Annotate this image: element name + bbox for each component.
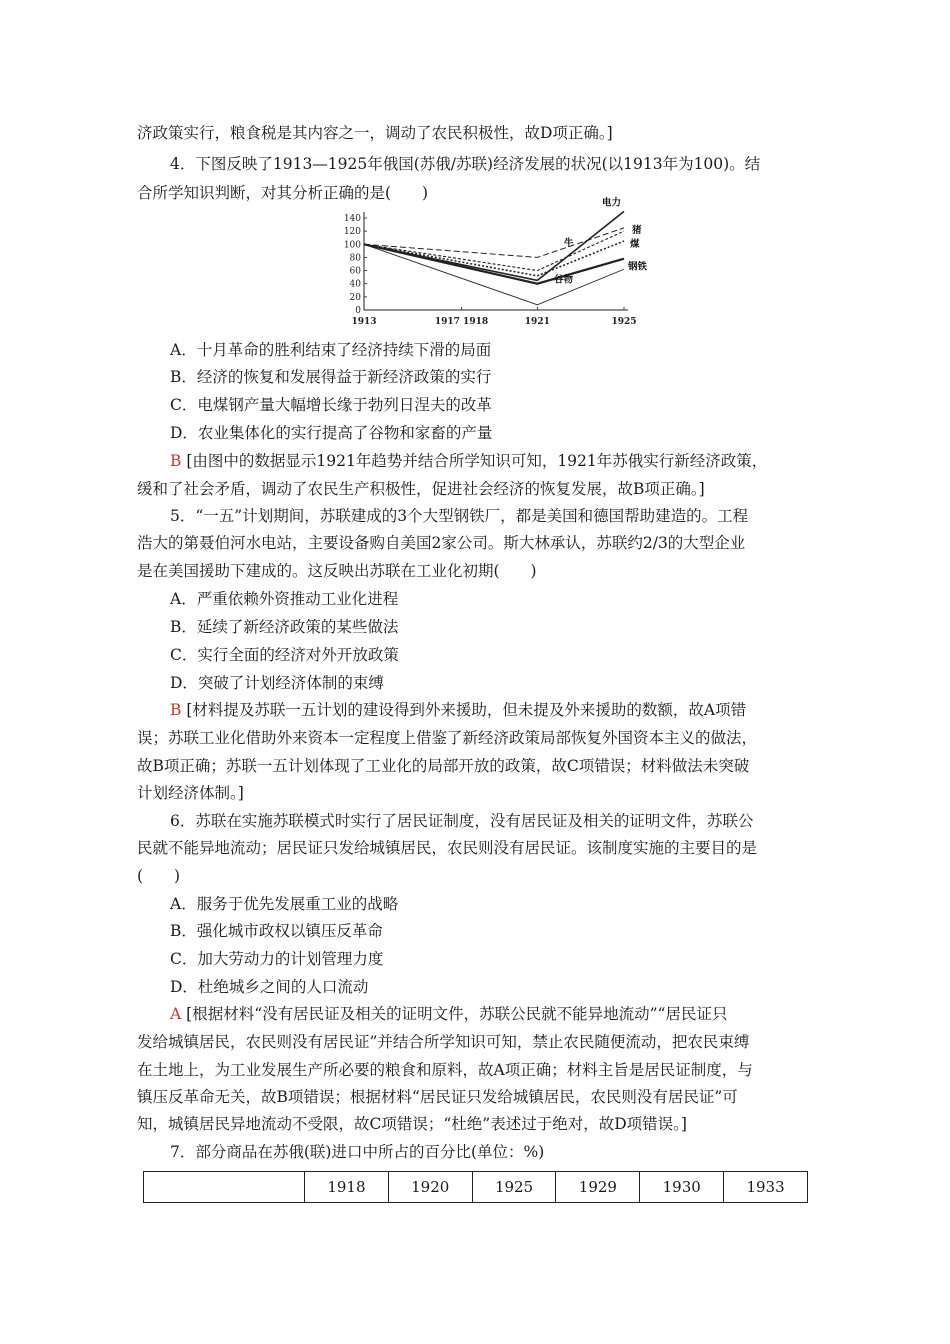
option-a: A．服务于优先发展重工业的战略 xyxy=(170,895,399,913)
table-row xyxy=(144,1172,808,1203)
option-b: B．强化城市政权以镇压反革命 xyxy=(170,922,383,940)
option-d: D．突破了计划经济体制的束缚 xyxy=(170,674,384,692)
y-tick-label: 60 xyxy=(349,266,361,277)
question-5-stem: 是在美国援助下建成的。这反映出苏联在工业化初期( ) xyxy=(137,562,537,580)
x-tick-label: 1913 xyxy=(351,317,377,327)
y-tick-label: 140 xyxy=(343,214,361,224)
answer-explanation: A [根据材料“没有居民证及相关的证明文件，苏联公民就不能异地流动”“居民证只 xyxy=(170,1005,728,1023)
y-tick-label: 40 xyxy=(349,279,361,290)
table-cell: 1929 xyxy=(556,1172,640,1203)
y-tick-label: 0 xyxy=(355,306,361,316)
y-tick-label: 20 xyxy=(349,292,361,303)
table-cell: 1925 xyxy=(472,1172,556,1203)
question-4-stem: 4．下图反映了1913—1925年俄国(苏俄/苏联)经济发展的状况(以1913年为100)。结 xyxy=(170,155,761,173)
answer-letter: B xyxy=(170,701,182,719)
table-cell: 1930 xyxy=(640,1172,724,1203)
answer-explanation: B [材料提及苏联一五计划的建设得到外来援助，但未提及外来援助的数额，故A项错 xyxy=(170,701,747,719)
table-cell xyxy=(144,1172,305,1203)
answer-letter: A xyxy=(170,1005,182,1023)
answer-explanation: 缓和了社会矛盾，调动了农民生产积极性，促进社会经济的恢复发展，故B项正确。] xyxy=(137,480,705,498)
y-tick-label: 100 xyxy=(343,240,361,251)
option-d: D．农业集体化的实行提高了谷物和家畜的产量 xyxy=(170,424,493,442)
answer-explanation: 计划经济体制。] xyxy=(137,784,244,802)
series-line xyxy=(364,231,624,270)
series-label: 钢铁 xyxy=(628,261,648,273)
series-label: 猪 xyxy=(632,225,642,237)
answer-explanation: 知，城镇居民异地流动不受限，故C项错误；“杜绝”表述过于绝对，故D项错误。] xyxy=(137,1115,687,1133)
answer-explanation: B [由图中的数据显示1921年趋势并结合所学知识可知，1921年苏俄实行新经济政策， xyxy=(170,452,768,470)
question-6-stem: 民就不能异地流动；居民证只发给城镇居民，农民则没有居民证。该制度实施的主要目的是 xyxy=(137,839,758,857)
answer-explanation: 故B项正确；苏联一五计划体现了工业化的局部开放的政策，故C项错误；材料做法未突破 xyxy=(137,757,750,775)
option-b: B．延续了新经济政策的某些做法 xyxy=(170,618,399,636)
x-tick-label: 1921 xyxy=(524,317,550,327)
option-d: D．杜绝城乡之间的人口流动 xyxy=(170,978,369,996)
answer-explanation: 发给城镇居民，农民则没有居民证”并结合所学知识可知，禁止农民随便流动，把农民束缚 xyxy=(137,1033,750,1051)
table-cell: 1933 xyxy=(724,1172,808,1203)
option-c: C．电煤钢产量大幅增长缘于勃列日涅夫的改革 xyxy=(170,396,492,414)
series-label: 煤 xyxy=(630,239,640,250)
table-cell: 1918 xyxy=(305,1172,389,1203)
x-tick-label: 1917 1918 xyxy=(434,317,489,327)
y-tick-label: 80 xyxy=(349,253,361,264)
answer-explanation: 镇压反革命无关，故B项错误；根据材料“居民证只发给城镇居民，农民则没有居民证”可 xyxy=(137,1088,738,1106)
question-5-stem: 浩大的第聂伯河水电站，主要设备购自美国2家公司。斯大林承认，苏联约2/3的大型企业 xyxy=(137,534,746,552)
import-percentage-table xyxy=(143,1171,808,1203)
question-6-stem: 6．苏联在实施苏联模式时实行了居民证制度，没有居民证及相关的证明文件，苏联公 xyxy=(170,812,754,830)
answer-explanation: 误；苏联工业化借助外来资本一定程度上借鉴了新经济政策局部恢复外国资本主义的做法， xyxy=(137,729,758,747)
series-label: 谷物 xyxy=(554,274,574,286)
economy-line-chart xyxy=(330,197,648,332)
question-6-stem: ( ) xyxy=(137,867,181,885)
option-b: B．经济的恢复和发展得益于新经济政策的实行 xyxy=(170,368,492,386)
x-tick-label: 1925 xyxy=(611,317,637,327)
answer-explanation: 在土地上，为工业发展生产所必要的粮食和原料，故A项正确；材料主旨是居民证制度，与 xyxy=(137,1061,753,1079)
y-tick-label: 120 xyxy=(343,227,361,238)
text-line: 济政策实行，粮食税是其内容之一，调动了农民积极性，故D项正确。] xyxy=(137,124,613,142)
question-4-stem: 合所学知识判断，对其分析正确的是( ) xyxy=(137,184,429,202)
question-7-stem: 7．部分商品在苏俄(联)进口中所占的百分比(单位：%) xyxy=(170,1143,545,1161)
question-5-stem: 5．“一五”计划期间，苏联建成的3个大型钢铁厂，都是美国和德国帮助建造的。工程 xyxy=(170,507,749,525)
option-c: C．加大劳动力的计划管理力度 xyxy=(170,950,384,968)
option-a: A．十月革命的胜利结束了经济持续下滑的局面 xyxy=(170,341,492,359)
table-cell: 1920 xyxy=(388,1172,472,1203)
series-label: 电力 xyxy=(602,197,622,209)
option-a: A．严重依赖外资推动工业化进程 xyxy=(170,590,399,608)
option-c: C．实行全面的经济对外开放政策 xyxy=(170,646,399,664)
series-label: 牛 xyxy=(564,237,574,249)
answer-letter: B xyxy=(170,452,182,470)
